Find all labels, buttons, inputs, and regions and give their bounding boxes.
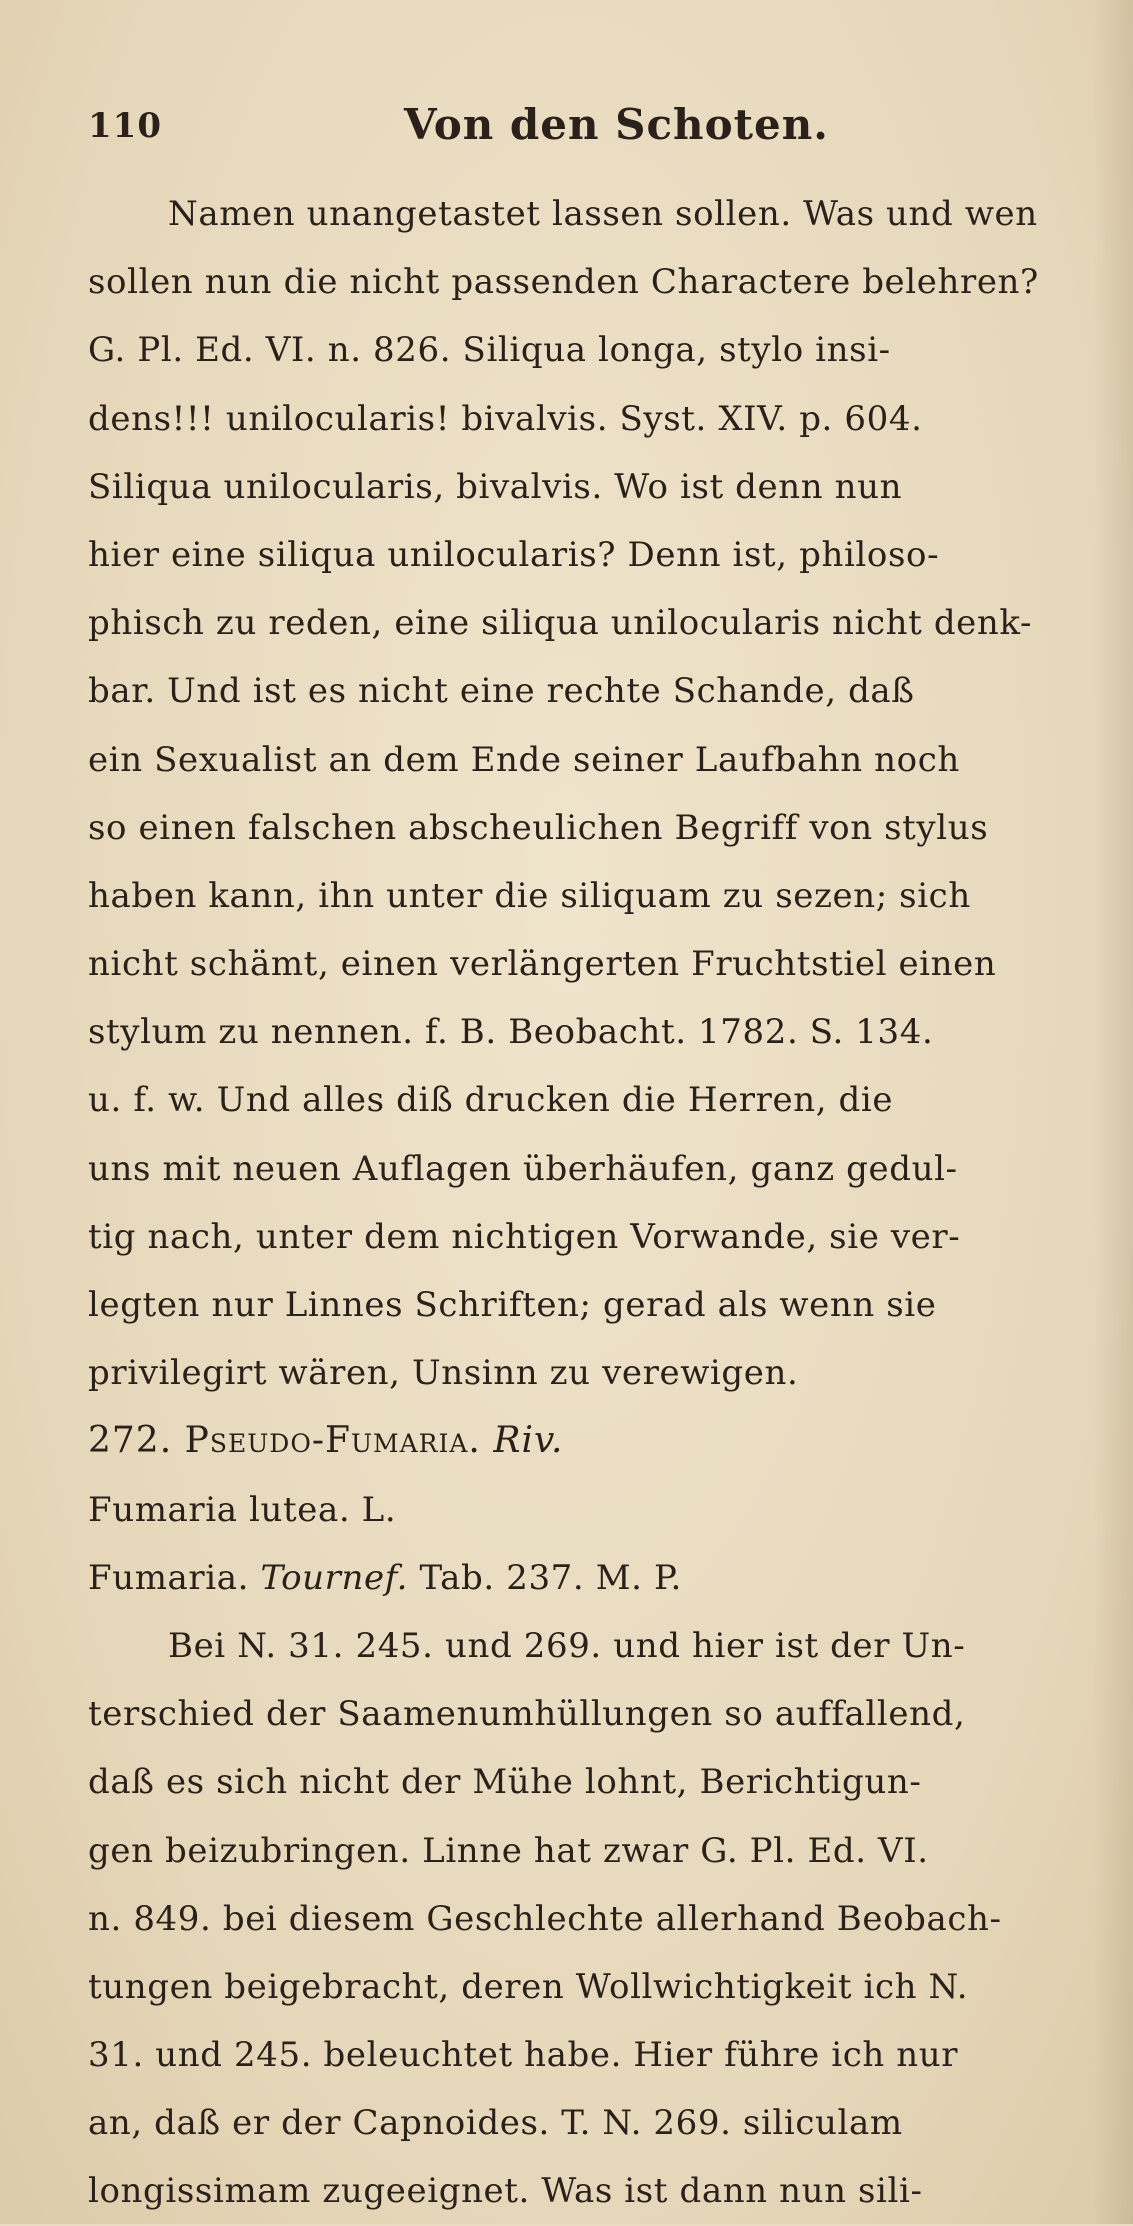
text-line: Bei N. 31. 245. und 269. und hier ist der Un- bbox=[168, 1625, 966, 1666]
text-line: bar. Und ist es nicht eine rechte Schande, daß bbox=[88, 671, 915, 712]
text-line: n. 849. bei diesem Geschlechte allerhand Beobach- bbox=[88, 1898, 1002, 1939]
text-line: stylum zu nennen. f. B. Beobacht. 1782. S. 134. bbox=[88, 1012, 934, 1053]
entry-number: 272. bbox=[88, 1420, 173, 1462]
text-line: sollen nun die nicht passenden Charactere belehren? bbox=[88, 262, 1039, 303]
text-line: uns mit neuen Auflagen überhäufen, ganz gedul- bbox=[88, 1148, 958, 1189]
text-line: 31. und 245. beleuchtet habe. Hier führe ich nur bbox=[88, 2035, 959, 2076]
synonym-line bbox=[88, 1476, 1088, 1544]
running-head: Von den Schoten. bbox=[404, 100, 829, 149]
text-line: G. Pl. Ed. VI. n. 826. Siliqua longa, stylo insi- bbox=[88, 330, 891, 371]
entry-heading bbox=[88, 1407, 1088, 1475]
text-line: an, daß er der Capnoides. T. N. 269. siliculam bbox=[88, 2103, 903, 2144]
entry-author: Riv. bbox=[493, 1420, 564, 1462]
text-line: tig nach, unter dem nichtigen Vorwande, sie ver- bbox=[88, 1216, 961, 1257]
text-line: phisch zu reden, eine siliqua unilocularis nicht denk- bbox=[88, 603, 1033, 644]
text-line: Siliqua unilocularis, bivalvis. Wo ist denn nun bbox=[88, 466, 903, 507]
text-line: so einen falschen abscheulichen Begriff von stylus bbox=[88, 807, 989, 848]
text-line: privilegirt wären, Unsinn zu verewigen. bbox=[88, 1353, 799, 1394]
text-line: u. f. w. Und alles diß drucken die Herren, die bbox=[88, 1080, 894, 1121]
synonym-text: Fumaria lutea. L. bbox=[88, 1489, 397, 1530]
page-edge-shadow bbox=[1093, 0, 1133, 2224]
synonym-rest: Tab. 237. M. P. bbox=[419, 1557, 682, 1598]
synonym-author: Tournef. bbox=[260, 1557, 409, 1598]
text-line: legten nur Linnes Schriften; gerad als wenn sie bbox=[88, 1285, 937, 1325]
page-number: 110 bbox=[88, 106, 162, 146]
page-header bbox=[88, 96, 1048, 156]
text-line: dens!!! unilocularis! bivalvis. Syst. XIV. p. 604. bbox=[88, 398, 923, 439]
text-line: haben kann, ihn unter die siliquam zu sezen; sich bbox=[88, 875, 971, 916]
text-line: longissimam zugeeignet. Was ist dann nun sili- bbox=[88, 2171, 923, 2212]
text-line: ein Sexualist an dem Ende seiner Laufbahn noch bbox=[88, 739, 960, 780]
text-line: tungen beigebracht, deren Wollwichtigkeit ich N. bbox=[88, 1966, 969, 2007]
synonym-text: Fumaria. bbox=[88, 1557, 250, 1598]
page-body bbox=[88, 180, 1088, 2226]
text-line: nicht schämt, einen verlängerten Fruchtstiel einen bbox=[88, 944, 997, 985]
text-line: hier eine siliqua unilocularis? Denn ist, philoso- bbox=[88, 534, 940, 575]
text-line: daß es sich nicht der Mühe lohnt, Berichtigun- bbox=[88, 1762, 922, 1803]
text-line: Namen unangetastet lassen sollen. Was und wen bbox=[168, 194, 1038, 234]
text-line: terschied der Saamenumhüllungen so auffallend, bbox=[88, 1694, 966, 1735]
entry-name: Pseudo-Fumaria. bbox=[184, 1420, 481, 1462]
text-line: gen beizubringen. Linne hat zwar G. Pl. Ed. VI. bbox=[88, 1830, 929, 1871]
synonym-line bbox=[88, 1544, 1088, 1612]
